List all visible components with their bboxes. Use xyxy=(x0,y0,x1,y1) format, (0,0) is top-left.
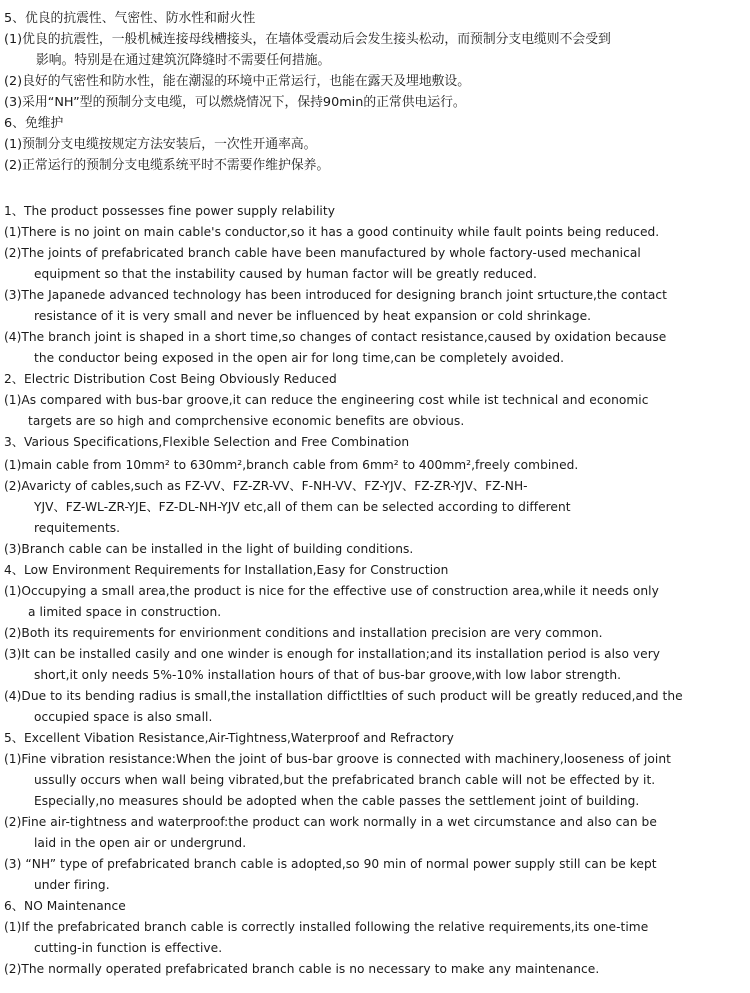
en-heading-1: 1、The product possesses fine power supply relability xyxy=(4,204,335,218)
en-heading-5: 5、Excellent Vibation Resistance,Air-Tightness,Waterproof and Refractory xyxy=(4,731,454,745)
en-heading-4: 4、Low Environment Requirements for Installation,Easy for Construction xyxy=(4,563,449,577)
en-item-6-1: (1)If the prefabricated branch cable is correctly installed following the relative requirements,its one-time xyxy=(4,920,649,934)
en-item-4-4: (4)Due to its bending radius is small,the installation diffictlties of such product will be greatly reduced,and the xyxy=(4,689,683,703)
en-heading-2: 2、Electric Distribution Cost Being Obviously Reduced xyxy=(4,372,337,386)
en-item-3-1: (1)main cable from 10mm² to 630mm²,branch cable from 6mm² to 400mm²,freely combined. xyxy=(4,458,579,472)
en-item-4-2: (2)Both its requirements for envirionment conditions and installation precision are very common. xyxy=(4,626,603,640)
cn-item-6-2: (2)正常运行的预制分支电缆系统平时不需要作维护保养。 xyxy=(4,158,330,173)
en-item-1-2: (2)The joints of prefabricated branch cable have been manufactured by whole factory-used mechanical xyxy=(4,246,641,260)
en-item-4-4-cont: occupied space is also small. xyxy=(34,710,213,724)
en-item-5-2-cont: laid in the open air or undergrund. xyxy=(34,836,247,850)
en-item-5-3: (3) “NH” type of prefabricated branch cable is adopted,so 90 min of normal power supply still can be kept xyxy=(4,857,657,871)
en-item-4-3-cont: short,it only needs 5%-10% installation hours of that of bus-bar groove,with low labor strength. xyxy=(34,668,622,682)
en-item-5-3-cont: under firing. xyxy=(34,878,110,892)
en-item-5-1: (1)Fine vibration resistance:When the joint of bus-bar groove is connected with machinery,looseness of joint xyxy=(4,752,671,766)
en-item-1-1: (1)There is no joint on main cable's conductor,so it has a good continuity while fault points being reduced. xyxy=(4,225,660,239)
en-heading-6: 6、NO Maintenance xyxy=(4,899,126,913)
en-heading-3: 3、Various Specifications,Flexible Selection and Free Combination xyxy=(4,435,410,449)
en-item-3-3: (3)Branch cable can be installed in the light of building conditions. xyxy=(4,542,414,556)
en-item-2-1-cont: targets are so high and comprchensive economic benefits are obvious. xyxy=(28,414,465,428)
cn-item-5-1: (1)优良的抗震性，一般机械连接母线槽接头，在墙体受震动后会发生接头松动，而预制分支电缆则不会受到 xyxy=(4,32,611,47)
cn-item-6-1: (1)预制分支电缆按规定方法安装后，一次性开通率高。 xyxy=(4,137,317,152)
en-item-1-4-cont: the conductor being exposed in the open air for long time,can be completely avoided. xyxy=(34,351,565,365)
en-item-1-3-cont: resistance of it is very small and never be influenced by heat expansion or cold shrinkage. xyxy=(34,309,592,323)
en-item-5-1-cont2: Especially,no measures should be adopted when the cable passes the settlement joint of building. xyxy=(34,794,640,808)
en-item-3-2-cont: YJV、FZ-WL-ZR-YJE、FZ-DL-NH-YJV etc,all of them can be selected according to different xyxy=(34,500,571,514)
en-item-3-2: (2)Avaricty of cables,such as FZ-VV、FZ-ZR-VV、F-NH-VV、FZ-YJV、FZ-ZR-YJV、FZ-NH- xyxy=(4,479,528,493)
en-item-4-1: (1)Occupying a small area,the product is nice for the effective use of construction area,while it needs only xyxy=(4,584,659,598)
cn-heading-6: 6、免维护 xyxy=(4,116,64,131)
en-item-1-3: (3)The Japanede advanced technology has been introduced for designing branch joint srtucture,the contact xyxy=(4,288,667,302)
cn-item-5-1-cont: 影响。特别是在通过建筑沉降缝时不需要任何措施。 xyxy=(36,53,331,68)
en-item-1-4: (4)The branch joint is shaped in a short time,so changes of contact resistance,caused by oxidation because xyxy=(4,330,667,344)
en-item-4-1-cont: a limited space in construction. xyxy=(28,605,222,619)
cn-item-5-3: (3)采用“NH”型的预制分支电缆，可以燃烧情况下，保持90min的正常供电运行。 xyxy=(4,95,466,110)
en-item-6-1-cont: cutting-in function is effective. xyxy=(34,941,223,955)
en-item-4-3: (3)It can be installed casily and one winder is enough for installation;and its installation period is also very xyxy=(4,647,661,661)
en-item-5-2: (2)Fine air-tightness and waterproof:the product can work normally in a wet circumstance and also can be xyxy=(4,815,657,829)
en-item-6-2: (2)The normally operated prefabricated branch cable is no necessary to make any maintenance. xyxy=(4,962,600,976)
en-item-1-2-cont: equipment so that the instability caused by human factor will be greatly reduced. xyxy=(34,267,537,281)
cn-item-5-2: (2)良好的气密性和防水性，能在潮湿的环境中正常运行，也能在露天及埋地敷设。 xyxy=(4,74,471,89)
en-item-5-1-cont: ussully occurs when wall being vibrated,but the prefabricated branch cable will not be effected by it. xyxy=(34,773,656,787)
en-item-2-1: (1)As compared with bus-bar groove,it can reduce the engineering cost while ist technical and economic xyxy=(4,393,649,407)
en-item-3-2-cont2: requitements. xyxy=(34,521,121,535)
cn-heading-5: 5、优良的抗震性、气密性、防水性和耐火性 xyxy=(4,11,256,26)
